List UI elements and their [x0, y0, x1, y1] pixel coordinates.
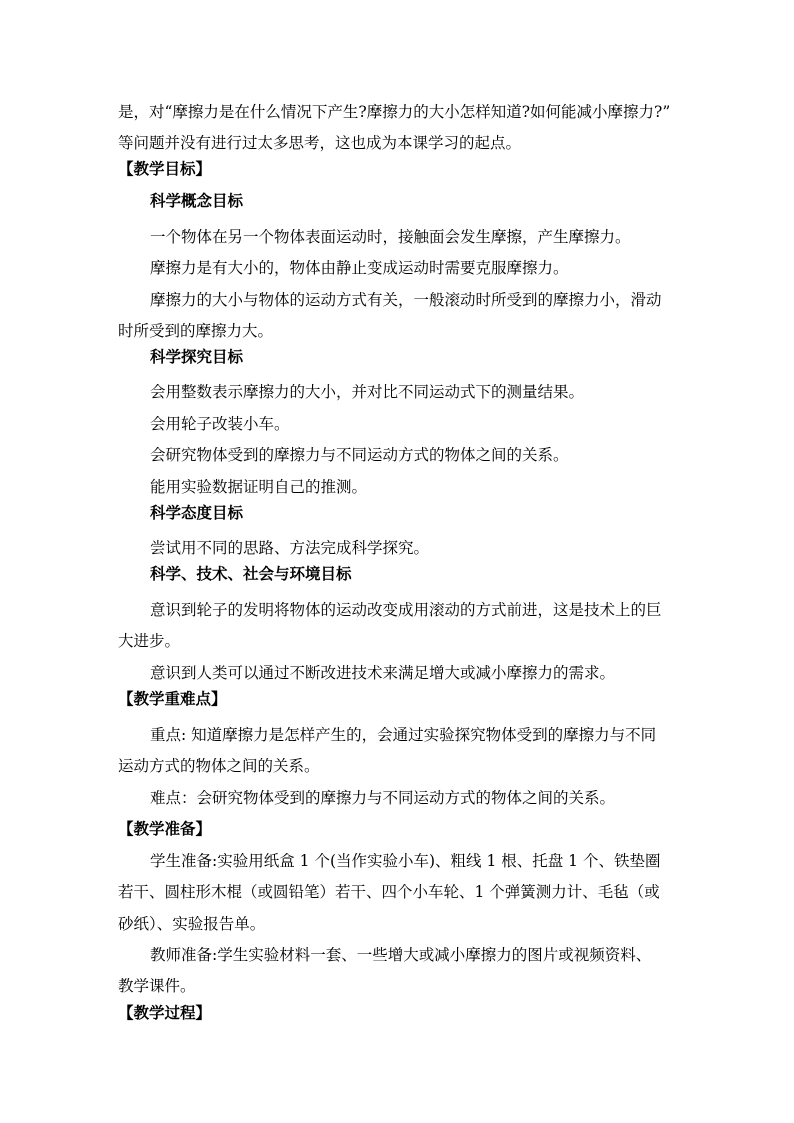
society-item: 意识到人类可以通过不断改进技术来满足增大或减小摩擦力的需求。 — [150, 664, 616, 682]
subheading-society: 科学、技术、社会与环境目标 — [150, 564, 352, 583]
inquiry-item: 能用实验数据证明自己的推测。 — [150, 478, 368, 496]
key-point-line: 重点: 知道摩擦力是怎样产生的，会通过实验探究物体受到的摩擦力与不同 — [150, 726, 657, 744]
preparation-line: 学生准备:实验用纸盒 1 个(当作实验小车)、粗线 1 根、托盘 1 个、铁垫圈 — [150, 852, 661, 870]
section-heading-preparation: 【教学准备】 — [118, 819, 212, 838]
key-point-line-continued: 运动方式的物体之间的关系。 — [118, 757, 320, 775]
subheading-inquiry: 科学探究目标 — [150, 347, 244, 366]
intro-line-2: 等问题并没有进行过太多思考，这也成为本课学习的起点。 — [118, 134, 522, 152]
preparation-line: 教师准备:学生实验材料一套、一些增大或减小摩擦力的图片或视频资料、 — [150, 946, 652, 964]
concept-item-continued: 时所受到的摩擦力大。 — [118, 322, 274, 340]
society-item: 意识到轮子的发明将物体的运动改变成用滚动的方式前进，这是技术上的巨 — [150, 601, 662, 619]
concept-item: 一个物体在另一个物体表面运动时，接触面会发生摩擦，产生摩擦力。 — [150, 228, 631, 246]
section-heading-goals: 【教学目标】 — [118, 159, 212, 178]
intro-line-1: 是，对“摩擦力是在什么情况下产生?摩擦力的大小怎样知道?如何能减小摩擦力?” — [118, 103, 671, 121]
concept-item: 摩擦力是有大小的，物体由静止变成运动时需要克服摩擦力。 — [150, 259, 569, 277]
society-item-continued: 大进步。 — [118, 632, 181, 650]
section-heading-process: 【教学过程】 — [118, 1003, 212, 1022]
concept-item: 摩擦力的大小与物体的运动方式有关，一般滚动时所受到的摩擦力小，滑动 — [150, 291, 662, 309]
inquiry-item: 会用整数表示摩擦力的大小，并对比不同运动式下的测量结果。 — [150, 383, 585, 401]
inquiry-item: 会用轮子改装小车。 — [150, 415, 290, 433]
subheading-attitude: 科学态度目标 — [150, 503, 244, 522]
inquiry-item: 会研究物体受到的摩擦力与不同运动方式的物体之间的关系。 — [150, 446, 569, 464]
preparation-line-continued: 砂纸）、实验报告单。 — [118, 915, 266, 933]
subheading-concept: 科学概念目标 — [150, 191, 244, 210]
attitude-item: 尝试用不同的思路、方法完成科学探究。 — [150, 539, 430, 557]
preparation-line-continued: 若干、圆柱形木棍（或圆铅笔）若干、四个小车轮、1 个弹簧测力计、毛毡（或 — [118, 883, 660, 901]
section-heading-key-points: 【教学重难点】 — [118, 689, 227, 708]
preparation-line-continued: 教学课件。 — [118, 977, 196, 995]
key-point-line: 难点：会研究物体受到的摩擦力与不同运动方式的物体之间的关系。 — [150, 789, 616, 807]
